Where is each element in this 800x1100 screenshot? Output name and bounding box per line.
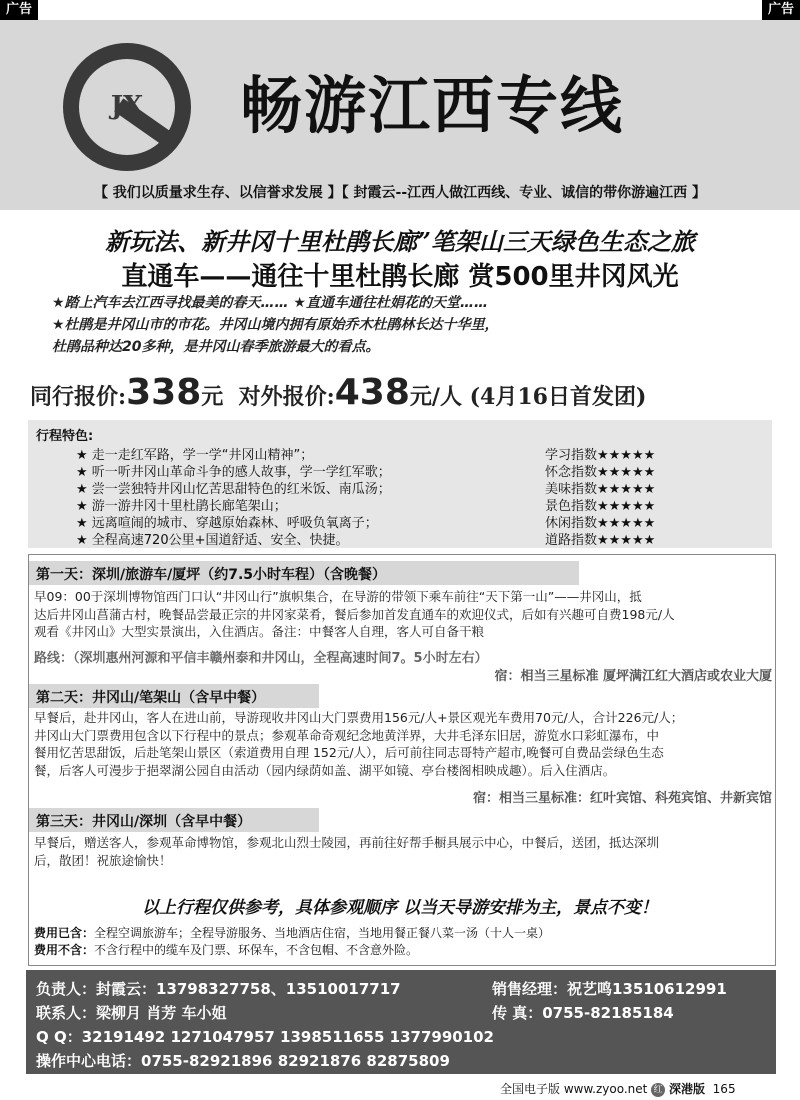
day2-line: 早餐后，赴井冈山，客人在进山前，导游现收井冈山大门票费用156元/人+景区观光车费用70元/人，合计226元/人；	[34, 710, 684, 725]
contact-ops-phone: 操作中心电话：0755-82921896 82921876 82875809	[36, 1052, 450, 1070]
ad-label-right: 广告	[762, 0, 800, 20]
peer-price-unit: 元	[201, 384, 224, 410]
contact-persons: 联系人：梁柳月 肖芳 车小姐	[36, 1004, 227, 1022]
trip-index: 景色指数★★★★★	[545, 499, 656, 514]
day1-line: 达后井冈山菖蒲古村，晚餐品尝最正宗的井冈家菜肴，餐后参加首发直通车的欢迎仪式，后如有兴趣可自费198元/人	[34, 606, 675, 622]
trip-index: 学习指数★★★★★	[545, 448, 656, 463]
ad-label-left: 广告	[0, 0, 38, 20]
day1-line: 早09：00于深圳博物馆西门口认“井冈山行”旗帜集合，在导游的带领下乘车前往“天下第一山”——井冈山，抵	[34, 589, 642, 604]
footer-edition: 全国电子版 www.zyoo.net	[500, 1082, 648, 1096]
fee-included-label: 费用已含：	[34, 926, 95, 940]
day1-heading: 第一天：深圳/旅游车/厦坪（约7.5小时车程）（含晚餐）	[36, 567, 387, 583]
day3-line: 后，散团！祝旅途愉快！	[34, 852, 172, 868]
fee-excluded-text: 不含行程中的缆车及门票、环保车，不含包帽、不含意外险。	[94, 943, 419, 957]
feature-line: ★杜鹃是井冈山市的市花。井冈山境内拥有原始乔木杜鹃林长达十华里，	[52, 317, 499, 333]
headline-primary: 新玩法、新井冈十里杜鹃长廊”笔架山三天绿色生态之旅	[105, 227, 695, 256]
price-note: (4月16日首发团)	[469, 384, 647, 410]
contact-manager: 负责人：封霞云：13798327758、13510017717	[36, 980, 401, 998]
trip-item: ★ 走一走红军路，学一学“井冈山精神”；	[76, 448, 314, 463]
footer-region: 深港版	[669, 1082, 706, 1096]
day1-description	[34, 588, 772, 641]
brand-title: 畅游江西专线	[240, 69, 625, 142]
trip-item: ★ 听一听井冈山革命斗争的感人故事，学一学红军歌；	[76, 465, 391, 480]
trip-item: ★ 远离喧闹的城市、穿越原始森林、呼吸负氧离子；	[76, 516, 378, 531]
feature-list	[52, 292, 499, 358]
headline-secondary: 直通车——通往十里杜鹃长廊 赏500里井冈风光	[121, 262, 679, 292]
page-footer	[500, 1080, 736, 1097]
footer-badge-icon: 红	[651, 1083, 665, 1097]
logo-text: JX	[110, 91, 144, 121]
day2-line: 井冈山大门票费用包含以下行程中的景点；参观革命奇观纪念地黄洋界，大井毛泽东旧居，游览水口彩虹瀑布，中	[34, 727, 660, 743]
price-line	[30, 372, 646, 413]
brand-logo	[62, 42, 192, 172]
public-price-unit: 元/人	[409, 384, 462, 410]
day3-description	[34, 834, 772, 869]
contact-sales: 销售经理：祝艺鸣13510612991	[492, 980, 727, 998]
peer-price-value: 338	[126, 372, 202, 413]
trip-features-title: 行程特色:	[36, 429, 94, 444]
day2-line: 餐，后客人可漫步于挹翠湖公园自由活动（园内绿荫如盖、湖平如镜、亭台楼阁相映成趣）。后入住酒店。	[34, 762, 616, 778]
day2-line: 餐用忆苦思甜饭，后赴笔架山景区（索道费用自理 152元/人），后可前往同志哥特产超市,晚餐可自费品尝绿色生态	[34, 745, 664, 760]
contact-qq: Q Q：32191492 1271047957 1398511655 1377990102	[36, 1028, 494, 1046]
fee-excluded	[34, 941, 418, 958]
contact-fax: 传 真：0755-82185184	[492, 1004, 674, 1022]
public-price-label: 对外报价:	[238, 384, 335, 410]
day2-accommodation: 宿：相当三星标准：红叶宾馆、科苑宾馆、井新宾馆	[472, 791, 772, 806]
trip-item: ★ 游一游井冈十里杜鹃长廊笔架山；	[76, 499, 287, 514]
day2-description	[34, 709, 772, 779]
fee-included-text: 全程空调旅游车；全程导游服务、当地酒店住宿，当地用餐正餐八菜一汤（十人一桌）	[94, 926, 551, 940]
day1-line: 观看《井冈山》大型实景演出，入住酒店。备注：中餐客人自理，客人可自备干粮	[34, 624, 485, 639]
trip-index: 休闲指数★★★★★	[545, 516, 656, 531]
public-price-value: 438	[334, 372, 410, 413]
feature-line: ★踏上汽车去江西寻找最美的春天…… ★直通车通往杜娟花的天堂……	[52, 295, 488, 311]
day2-heading: 第二天：井冈山/笔架山（含早中餐）	[36, 690, 266, 706]
day3-line: 早餐后，赠送客人，参观革命博物馆，参观北山烈士陵园，再前往好帮手橱具展示中心，中餐后，送团，抵达深圳	[34, 835, 660, 850]
trip-item: ★ 全程高速720公里+国道舒适、安全、快捷。	[76, 533, 349, 548]
day1-route: 路线：（深圳惠州河源和平信丰赣州泰和井冈山，全程高速时间7。5小时左右）	[34, 651, 488, 666]
page-number: 165	[712, 1082, 736, 1096]
itinerary-notice: 以上行程仅供参考，具体参观顺序 以当天导游安排为主，景点不变！	[142, 898, 658, 918]
day3-heading: 第三天：井冈山/深圳（含早中餐）	[36, 814, 252, 830]
day1-accommodation: 宿：相当三星标准 厦坪满江红大酒店或农业大厦	[494, 669, 772, 684]
trip-index: 美味指数★★★★★	[545, 482, 656, 497]
feature-line: 杜鹃品种达20多种，是井冈山春季旅游最大的看点。	[52, 339, 380, 355]
slogan: 【 我们以质量求生存、以信誉求发展 】【 封霞云--江西人做江西线、专业、诚信的带你游遍江西 】	[93, 185, 707, 201]
trip-index: 道路指数★★★★★	[545, 533, 656, 548]
trip-index: 怀念指数★★★★★	[545, 465, 656, 480]
peer-price-label: 同行报价:	[30, 384, 127, 410]
fee-included	[34, 924, 550, 941]
trip-item: ★ 尝一尝独特井冈山忆苦思甜特色的红米饭、南瓜汤；	[76, 482, 391, 497]
fee-excluded-label: 费用不含：	[34, 943, 95, 957]
